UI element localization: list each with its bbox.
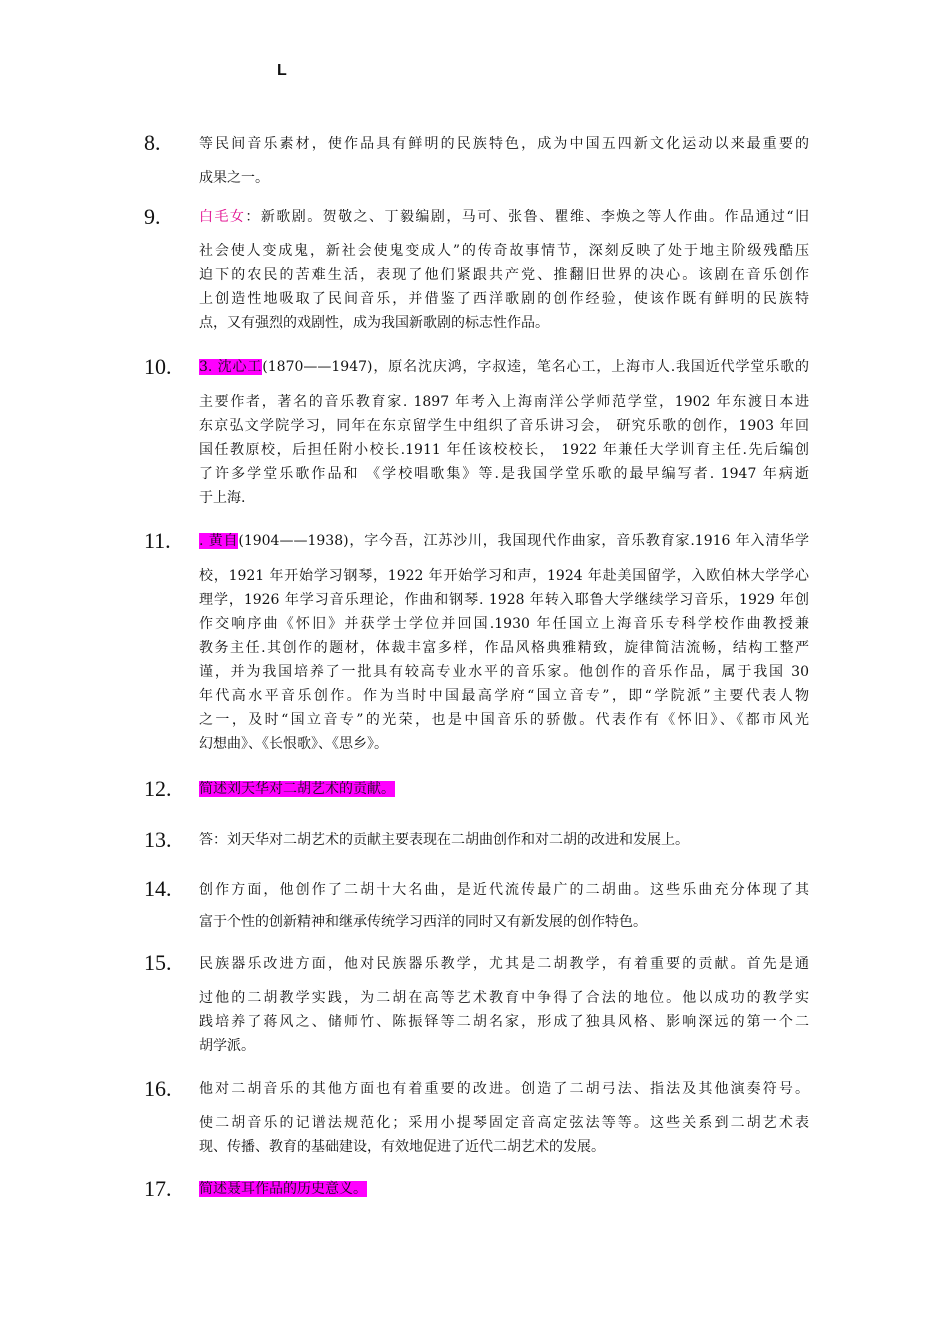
item-line: 国任教原校，后担任附小校长.1911 年任该校校长， 1922 年兼任大学训育主任.先后编创 <box>199 442 809 458</box>
item-line: 东京弘文学院学习，同年在东京留学生中组织了音乐讲习会， 研究乐歌的创作，1903 年回 <box>199 418 809 434</box>
item-line <box>199 531 809 551</box>
item-line <box>199 357 809 377</box>
item-line: 胡学派。 <box>199 1038 255 1054</box>
item-line: 之一，及时“国立音专”的光荣，也是中国音乐的骄傲。代表作有《怀旧》、《都市风光 <box>199 712 809 728</box>
item-term: 3. 沈心工 <box>199 359 263 375</box>
item-number: 12. <box>144 776 172 801</box>
item-line: 过他的二胡教学实践，为二胡在高等艺术教育中争得了合法的地位。他以成功的教学实 <box>199 990 809 1006</box>
item-term: 简述刘天华对二胡艺术的贡献。 <box>199 781 395 797</box>
item-line: 主要作者，著名的音乐教育家. 1897 年考入上海南洋公学师范学堂，1902 年东渡日本进 <box>199 394 809 410</box>
header-mark: L <box>277 62 287 79</box>
item-line: 年代高水平音乐创作。作为当时中国最高学府“国立音专”，即“学院派”主要代表人物 <box>199 688 809 704</box>
item-number: 15. <box>144 950 172 975</box>
item-text: (1870——1947)，原名沈庆鸿，字叔逵，笔名心工，上海市人.我国近代学堂乐歌的 <box>262 359 809 375</box>
item-line: 理学，1926 年学习音乐理论，作曲和钢琴. 1928 年转入耶鲁大学继续学习音乐，1929 年创 <box>199 592 809 608</box>
item-line: 富于个性的创新精神和继承传统学习西洋的同时又有新发展的创作特色。 <box>199 914 647 930</box>
item-line: 点，又有强烈的戏剧性，成为我国新歌剧的标志性作品。 <box>199 315 549 331</box>
item-line: 校，1921 年开始学习钢琴，1922 年开始学习和声，1924 年赴美国留学，入欧伯林大学学心 <box>199 568 809 584</box>
item-text: ：新歌剧。贺敬之、丁毅编剧，马可、张鲁、瞿维、李焕之等人作曲。作品通过“旧 <box>245 209 810 225</box>
item-line: 践培养了蒋风之、储师竹、陈振铎等二胡名家，形成了独具风格、影响深远的第一个二 <box>199 1014 809 1030</box>
item-number: 17. <box>144 1176 172 1201</box>
item-line: 谨，并为我国培养了一批具有较高专业水平的音乐家。他创作的音乐作品，属于我国 30 <box>199 664 809 680</box>
item-text: (1904——1938)，字今吾，江苏沙川，我国现代作曲家，音乐教育家.1916 年入清华学 <box>238 533 809 549</box>
item-line: 于上海. <box>199 490 246 506</box>
item-line: 上创造性地吸取了民间音乐，并借鉴了西洋歌剧的创作经验，使该作既有鲜明的民族特 <box>199 291 809 307</box>
item-line: 成果之一。 <box>199 170 269 186</box>
item-number: 9. <box>144 204 161 229</box>
item-line: 作交响序曲《怀旧》并获学士学位并回国.1930 年任国立上海音乐专科学校作曲教授兼 <box>199 616 809 632</box>
item-number: 10. <box>144 354 172 379</box>
item-number: 8. <box>144 130 161 155</box>
item-line: 答：刘天华对二胡艺术的贡献主要表现在二胡曲创作和对二胡的改进和发展上。 <box>199 832 689 848</box>
item-line: 等民间音乐素材，使作品具有鲜明的民族特色，成为中国五四新文化运动以来最重要的 <box>199 136 809 152</box>
item-line: 了许多学堂乐歌作品和 《学校唱歌集》等.是我国学堂乐歌的最早编写者. 1947 年病逝 <box>199 466 809 482</box>
item-line: 使二胡音乐的记谱法规范化；采用小提琴固定音高定弦法等等。这些关系到二胡艺术表 <box>199 1115 809 1131</box>
item-line <box>199 1179 809 1199</box>
item-line: 创作方面，他创作了二胡十大名曲，是近代流传最广的二胡曲。这些乐曲充分体现了其 <box>199 882 809 898</box>
item-line <box>199 779 809 799</box>
item-number: 14. <box>144 876 172 901</box>
item-number: 13. <box>144 827 172 852</box>
item-line: 现、传播、教育的基础建设，有效地促进了近代二胡艺术的发展。 <box>199 1139 605 1155</box>
item-number: 16. <box>144 1076 172 1101</box>
item-line: 迫下的农民的苦难生活，表现了他们紧跟共产党、推翻旧世界的决心。该剧在音乐创作 <box>199 267 809 283</box>
item-term: 简述聂耳作品的历史意义。 <box>199 1181 367 1197</box>
item-term: . 黄自 <box>199 533 239 549</box>
item-line: 社会使人变成鬼，新社会使鬼变成人”的传奇故事情节，深刻反映了处于地主阶级残酷压 <box>199 243 809 259</box>
item-line: 教务主任.其创作的题材，体裁丰富多样，作品风格典雅精致，旋律简洁流畅，结构工整严 <box>199 640 809 656</box>
item-number: 11. <box>144 528 171 553</box>
item-line: 幻想曲》、《长恨歌》、《思乡》。 <box>199 736 388 752</box>
item-term: 白毛女 <box>199 209 246 225</box>
item-line <box>199 207 809 227</box>
item-line: 民族器乐改进方面，他对民族器乐教学，尤其是二胡教学，有着重要的贡献。首先是通 <box>199 956 809 972</box>
item-line: 他对二胡音乐的其他方面也有着重要的改进。创造了二胡弓法、指法及其他演奏符号。 <box>199 1081 809 1097</box>
